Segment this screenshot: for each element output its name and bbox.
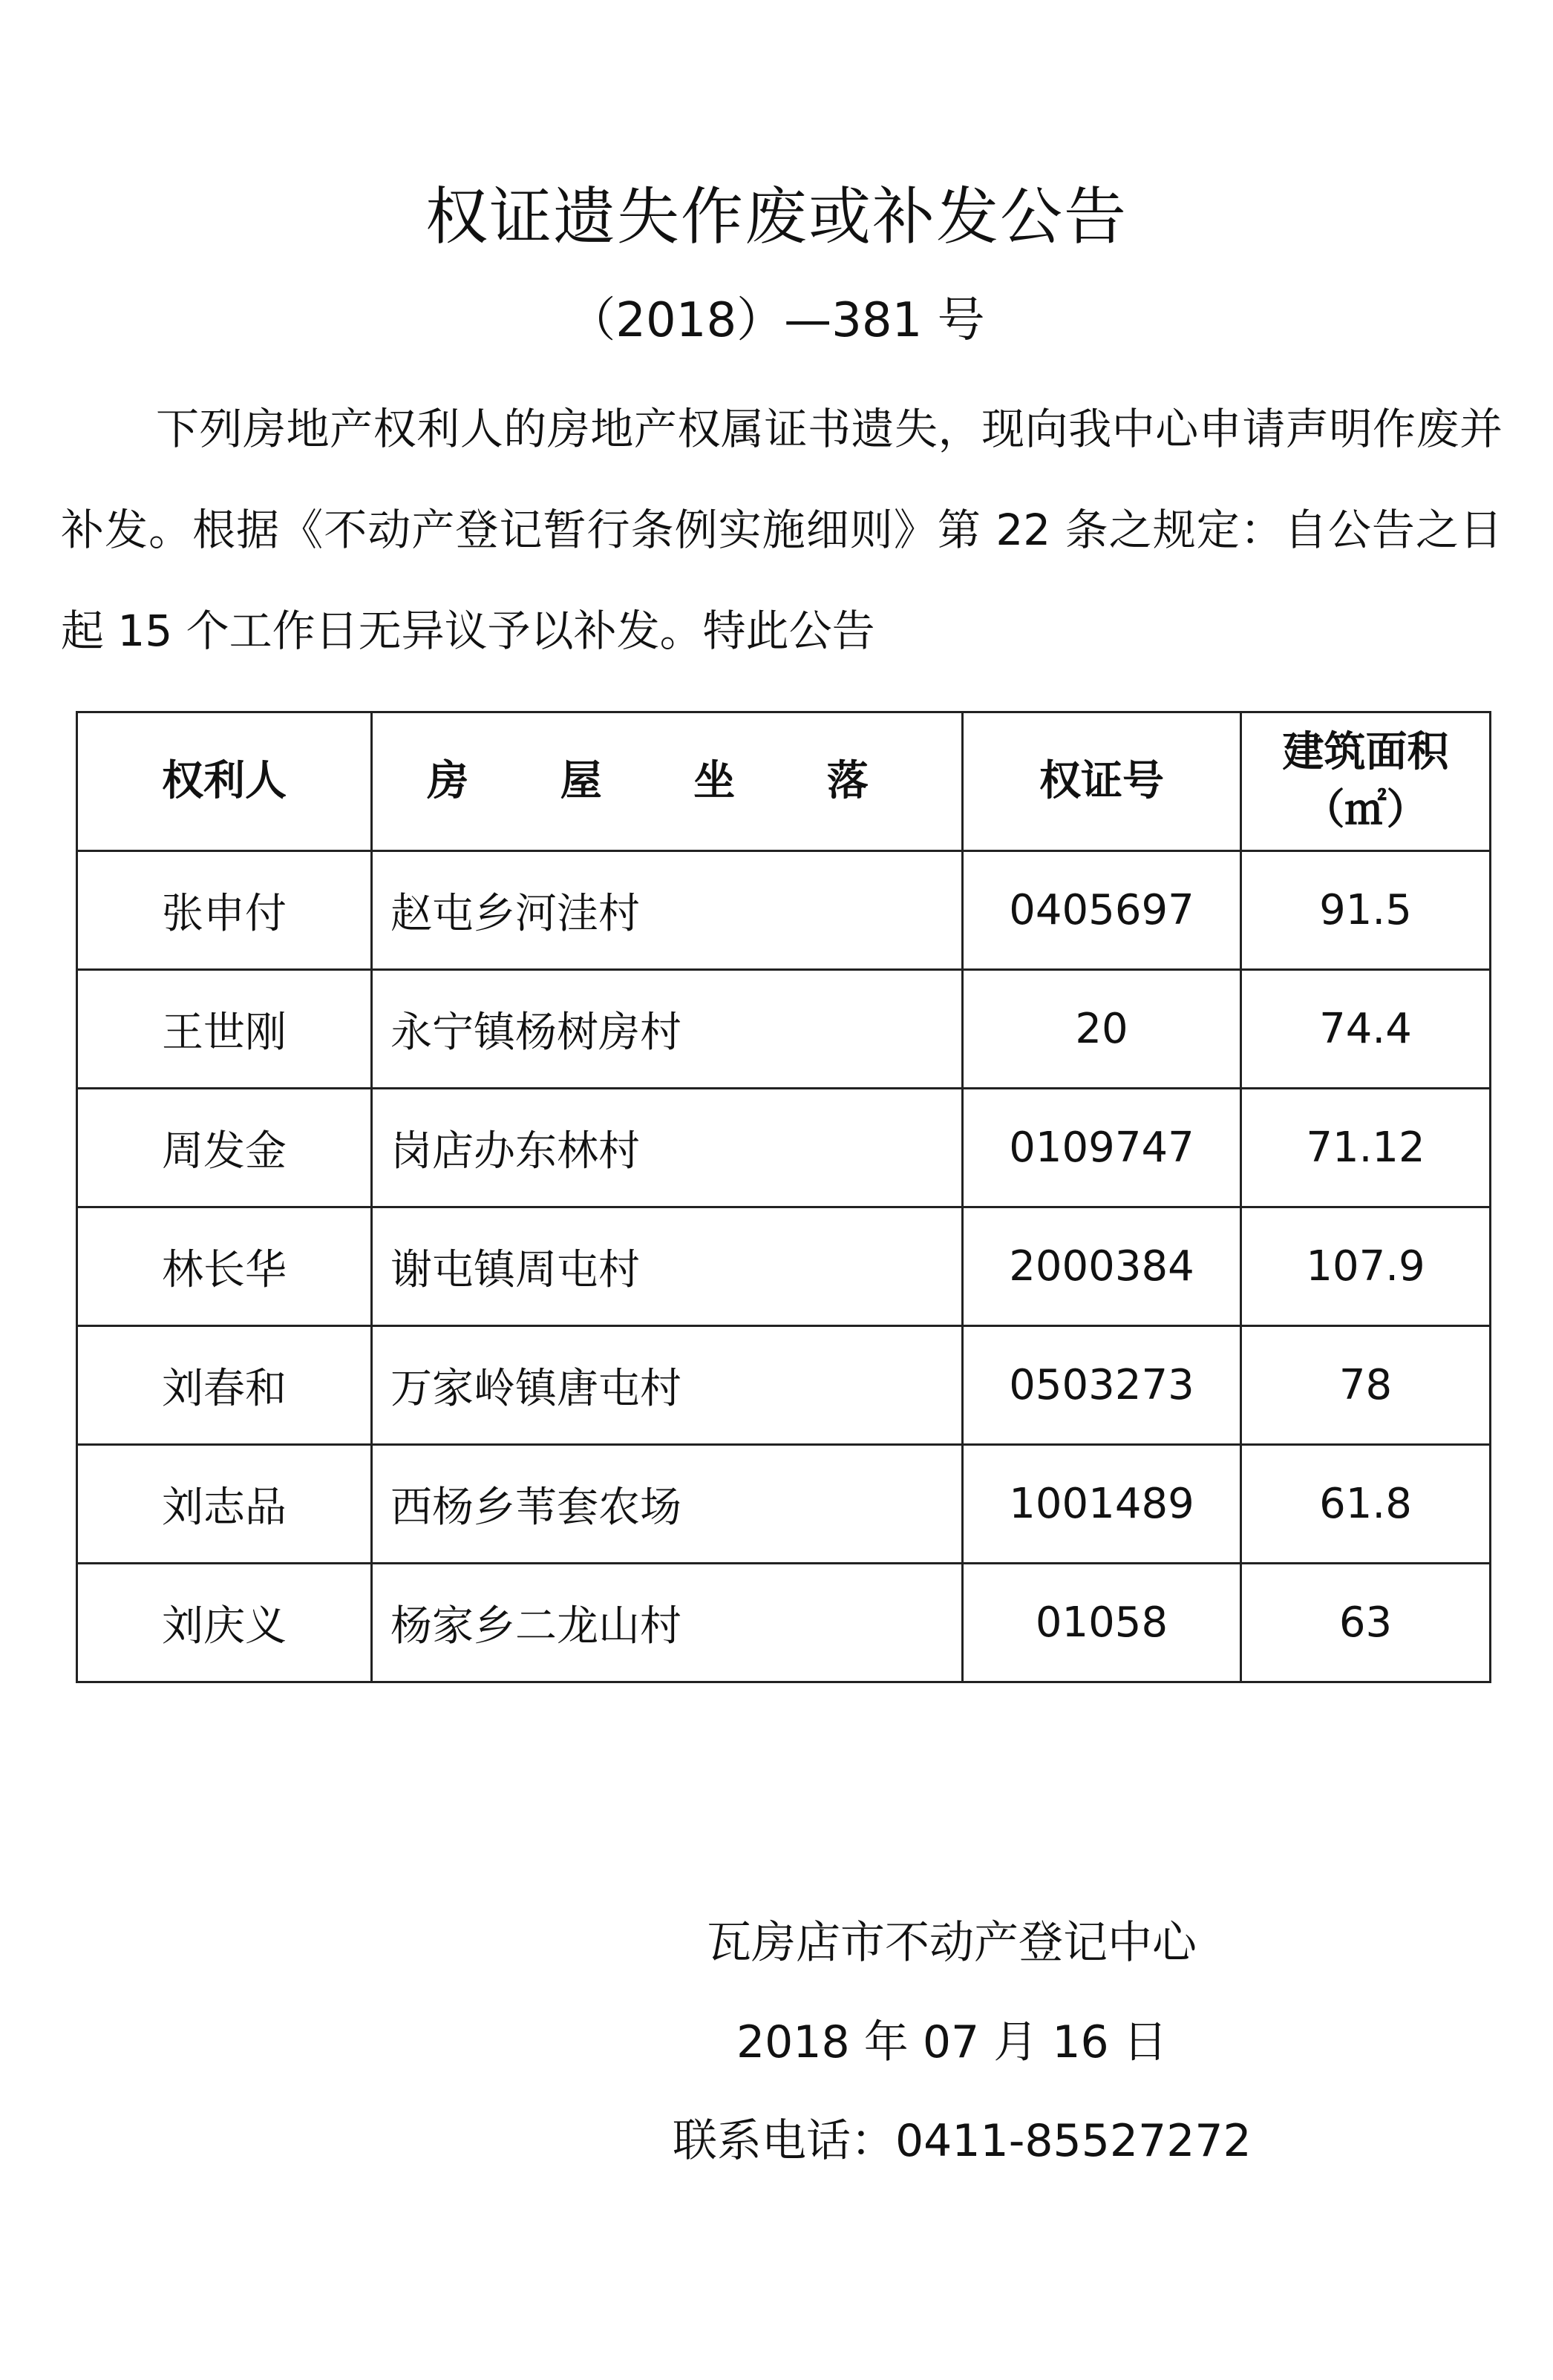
table-row (77, 970, 1491, 1089)
owner-cell: 刘庆义 (77, 1564, 372, 1682)
records-table (76, 711, 1491, 1683)
header-area-unit: （㎡） (1303, 786, 1428, 834)
cert-no-cell: 0109747 (963, 1089, 1241, 1207)
table-header-row (77, 712, 1491, 851)
table-row (77, 851, 1491, 970)
location-cell: 赵屯乡河洼村 (372, 851, 963, 970)
location-cell: 岗店办东林村 (372, 1089, 963, 1207)
cert-no-cell: 0503273 (963, 1326, 1241, 1445)
area-cell: 78 (1241, 1326, 1491, 1445)
cert-no-cell: 01058 (963, 1564, 1241, 1682)
area-cell: 91.5 (1241, 851, 1491, 970)
notice-body: 下列房地产权利人的房地产权属证书遗失，现向我中心申请声明作废并补发。根据《不动产登记暂行条例实施细则》第 22 条之规定：自公告之日起 15 个工作日无异议予以补发。特此公告 (61, 404, 1503, 656)
location-cell: 谢屯镇周屯村 (372, 1207, 963, 1326)
location-cell: 杨家乡二龙山村 (372, 1564, 963, 1682)
owner-cell: 张申付 (77, 851, 372, 970)
contact-phone: 联系电话：0411-85527272 (673, 2115, 1252, 2167)
owner-cell: 林长华 (77, 1207, 372, 1326)
table-row (77, 1089, 1491, 1207)
area-cell: 63 (1241, 1564, 1491, 1682)
location-cell: 西杨乡苇套农场 (372, 1445, 963, 1564)
issuing-organization: 瓦房店市不动产登记中心 (707, 1917, 1197, 1969)
owner-cell: 王世刚 (77, 970, 372, 1089)
table-row (77, 1326, 1491, 1445)
table-row (77, 1445, 1491, 1564)
area-cell: 61.8 (1241, 1445, 1491, 1564)
cert-no-cell: 2000384 (963, 1207, 1241, 1326)
cert-no-cell: 0405697 (963, 851, 1241, 970)
header-area-label: 建筑面积 (1282, 728, 1449, 776)
notice-number: （2018）—381 号 (568, 293, 985, 348)
owner-cell: 刘春和 (77, 1326, 372, 1445)
owner-cell: 周发金 (77, 1089, 372, 1207)
table-row (77, 1564, 1491, 1682)
area-cell: 74.4 (1241, 970, 1491, 1089)
owner-cell: 刘志品 (77, 1445, 372, 1564)
header-owner: 权利人 (77, 712, 372, 851)
location-cell: 永宁镇杨树房村 (372, 970, 963, 1089)
location-cell: 万家岭镇唐屯村 (372, 1326, 963, 1445)
notice-title: 权证遗失作废或补发公告 (425, 180, 1128, 253)
header-cert-no: 权证号 (963, 712, 1241, 851)
area-cell: 107.9 (1241, 1207, 1491, 1326)
issue-date: 2018 年 07 月 16 日 (736, 2016, 1168, 2068)
area-cell: 71.12 (1241, 1089, 1491, 1207)
header-area (1241, 712, 1491, 851)
table-row (77, 1207, 1491, 1326)
header-location: 房 屋 坐 落 (372, 712, 963, 851)
cert-no-cell: 20 (963, 970, 1241, 1089)
cert-no-cell: 1001489 (963, 1445, 1241, 1564)
